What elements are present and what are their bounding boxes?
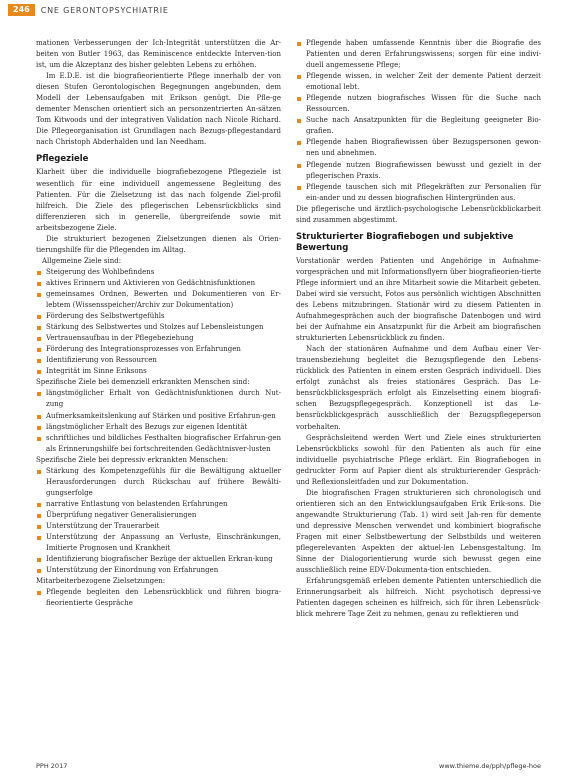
general-goals-list xyxy=(36,267,281,377)
paragraph: Vorstationär werden Patienten und Angehörige in Aufnahme-vorgesprächen und mit Informationsflyern über biografieorien-tierte Pflege informiert und an ihre Mitarbeit sowie die Mitarbeit gebeten. Dabei wird sie versucht, Fotos aus persönlich wichtigen Abschnitten des Lebens mitzubringen. Stationär wird zu diesem Patienten in Aufnahmegesprächen auch der biografische Datenbogen und wird bei der Aufnahme ein Ansatzpunkt für die Arbeit am biografischen strukturierten Lebensrückblick zu finden. xyxy=(296,256,541,343)
list-item: narrative Entlastung von belastenden Erfahrungen xyxy=(36,499,281,510)
paragraph: Die biografischen Fragen strukturieren sich chronologisch und orientieren sich an den Entwicklungsaufgaben Erik Erik-sons. Die angewandte Strukturierung (Tab. 1) wird seit Jah-ren für demente und depressive Menschen verwendet und kombiniert biografische Fragen mit einer Selbstbewertung der Selbstbilds und weiteren pflegerelevanten Aspekten der aktuel-len Lebensgestaltung. Im Sinne der Dialogorientierung wurde sich bewusst gegen eine ausschließlich reine EDV-Dokumenta-tion entschieden. xyxy=(296,488,541,575)
paragraph: Erfahrungsgemäß erleben demente Patienten unterschiedlich die Erinnerungsarbeit als hilfreich. Nicht psychotisch depressi-ve Patienten dagegen scheinen es hilfreich, sich für ihren Lebensrück-blick mehrere Tage Zeit zu nehmen, genau zu reflektieren und xyxy=(296,577,541,619)
footer-url: www.thieme.de/pph/pflege-hoe xyxy=(439,762,541,770)
list-item: Überprüfung negativer Generalisierungen xyxy=(36,510,281,521)
right-column xyxy=(296,38,541,620)
list-item: Identifizierung von Ressourcen xyxy=(36,355,281,366)
list-intro-staff: Mitarbeiterbezogene Zielsetzungen: xyxy=(36,577,166,586)
list-item: Förderung des Integrationsprozesses von Erfahrungen xyxy=(36,344,281,355)
footer-journal: PPH 2017 xyxy=(36,762,68,770)
list-intro-dementia: Spezifische Ziele bei demenziell erkrankten Menschen sind: xyxy=(36,378,250,387)
list-item: Steigerung des Wohlbefindens xyxy=(36,267,281,278)
list-item: Förderung des Selbstwertgefühls xyxy=(36,311,281,322)
section-heading-biografiebogen: Strukturierter Biografiebogen und subjektive Bewertung xyxy=(296,231,514,253)
list-item: längstmöglicher Erhalt des Bezugs zur eigenen Identität xyxy=(36,422,281,433)
list-item: Vertrauensaufbau in der Pflegebeziehung xyxy=(36,333,281,344)
paragraph: Die strukturiert bezogenen Zielsetzungen dienen als Orien-tierungshilfe für die Pflegenden im Alltag. xyxy=(36,234,281,254)
page-header xyxy=(0,0,573,20)
list-item: schriftliches und bildliches Festhalten biografischer Erfahrun-gen als Erinnerungshilfe bei fortschreitenden Gedächtnisver-lusten xyxy=(36,433,281,455)
list-item: aktives Erinnern und Aktivieren von Gedächtnisfunktionen xyxy=(36,278,281,289)
paragraph: Nach der stationären Aufnahme und dem Aufbau einer Ver-trauensbeziehung begleitet die Bezugspflegende den Lebens-rückblick des Patienten in einem ersten Gespräch individuell. Dies erfolgt zunächst als freies stationäres Gespräch. Das Le-bensrückblicksgespräch erfolgt als Einzelsetting einem biografi-schen Bezugspflegegespräch. Konzeptionell ist das Le-bensrückblickgespräch ausschließlich der Bezugspflegeperson vorbehalten. xyxy=(296,345,541,431)
paragraph: Gesprächsleitend werden Wert und Ziele eines strukturierten Lebensrückblicks sowohl für den Patienten als auch für eine individuelle psychiatrische Pflege erklärt. Ein Biografiebogen in gedruckter Form auf Papier dient als strukturierender Gespräch-und Reflexionsleitfaden und zur Dokumentation. xyxy=(296,433,541,486)
left-column xyxy=(36,38,281,609)
paragraph: mationen Verbesserungen der Ich-Integrität unterstützen die Ar-beiten von Butler 1963, das Reminiscence entdeckte Interven-tion ist, um die Akzeptanz des bisher gelebten Lebens zu erhöhen. xyxy=(36,39,281,70)
list-intro-depression: Spezifische Ziele bei depressiv erkrankten Menschen: xyxy=(36,455,229,464)
list-item: Aufmerksamkeitslenkung auf Stärken und positive Erfahrun-gen xyxy=(36,411,281,422)
page-number-badge: 246 xyxy=(8,4,35,16)
paragraph: Klarheit über die individuelle biografiebezogene Pflegeziele ist wesentlich für eine individuell angemessene Begleitung des Patienten. Für die Zielsetzung ist das nach folgende Ziel-profil hilfreich. Die Ziele des pflegerischen Lebensrückblicks sind differenzieren sich in generelle, übergreifende sowie mit arbeitsbezogene Ziele. xyxy=(36,168,281,232)
list-item: längstmöglicher Erhalt von Gedächtnisfunktionen durch Nut-zung xyxy=(36,388,281,410)
dementia-goals-list xyxy=(36,388,281,454)
list-item: Pflegende haben umfassende Kenntnis über die Biografie des Patienten und deren Erfahrungswissens; sorgen für eine indivi-duell angemessene Pflege; xyxy=(296,38,541,71)
list-item: Unterstützung der Trauerarbeit xyxy=(36,521,281,532)
list-intro-general: Allgemeine Ziele sind: xyxy=(42,256,122,265)
depression-goals-list xyxy=(36,466,281,576)
list-item: gemeinsames Ordnen, Bewerten und Dokumentieren von Er-lebtem (Wissensspeicher/Archiv zur Dokumentation) xyxy=(36,289,281,311)
section-heading-pflegeziele: Pflegeziele xyxy=(36,154,89,165)
list-item: Stärkung des Kompetenzgefühls für die Bewältigung aktueller Herausforderungen durch Rückschau auf frühere Bewälti-gungserfolge xyxy=(36,466,281,499)
list-item: Pflegende begleiten den Lebensrückblick und führen biogra-fieorientierte Gespräche xyxy=(36,587,281,609)
list-item: Pflegende tauschen sich mit Pflegekräften zur Personalien für ein-ander und zu dessen biografischen Hintergründen aus. xyxy=(296,182,541,204)
staff-goals-list-continued xyxy=(296,38,541,204)
running-title: CNE GERONTOPSYCHIATRIE xyxy=(40,5,169,15)
list-item: Pflegende wissen, in welcher Zeit der demente Patient derzeit emotional lebt. xyxy=(296,71,541,93)
list-item: Unterstützung der Anpassung an Verluste, Einschränkungen, Imitierte Prognosen und Krankheit xyxy=(36,532,281,554)
list-item: Identifizierung biografischer Bezüge der aktuellen Erkran-kung xyxy=(36,554,281,565)
staff-goals-list xyxy=(36,587,281,609)
list-item: Integrität im Sinne Eriksons xyxy=(36,366,281,377)
list-item: Unterstützung der Einordnung von Erfahrungen xyxy=(36,565,281,576)
list-item: Pflegende nutzen Biografiewissen bewusst und gezielt in der pflegerischen Praxis. xyxy=(296,160,541,182)
list-item: Pflegende nutzen biografisches Wissen für die Suche nach Ressourcen. xyxy=(296,93,541,115)
paragraph: Die pflegerische und ärztlich-psychologische Lebensrückblickarbeit sind zusammen abgestimmt. xyxy=(296,204,541,224)
list-item: Stärkung des Selbstwertes und Stolzes auf Lebensleistungen xyxy=(36,322,281,333)
list-item: Suche nach Ansatzpunkten für die Begleitung geeigneter Bio-grafien. xyxy=(296,115,541,137)
paragraph: Im E.D.E. ist die biografieorientierte Pflege innerhalb der von diesen Stufen Gerontologischen Begegnungen angebunden, dem Modell der Lebensaufgaben mit Erikson genügt. Die Pfle-ge dementer Menschen orientiert sich an personzentrierten An-sätzen Tom Kitwoods und der integrativen Validation nach Nicole Richard. Die Pflegeorganisation ist Grundlagen nach Bezugs-pflegestandard nach Christoph Abderhalden und Ian Needham. xyxy=(36,72,281,147)
list-item: Pflegende haben Biografiewissen über Bezugspersonen gewon-nen und abnehmen. xyxy=(296,137,541,159)
